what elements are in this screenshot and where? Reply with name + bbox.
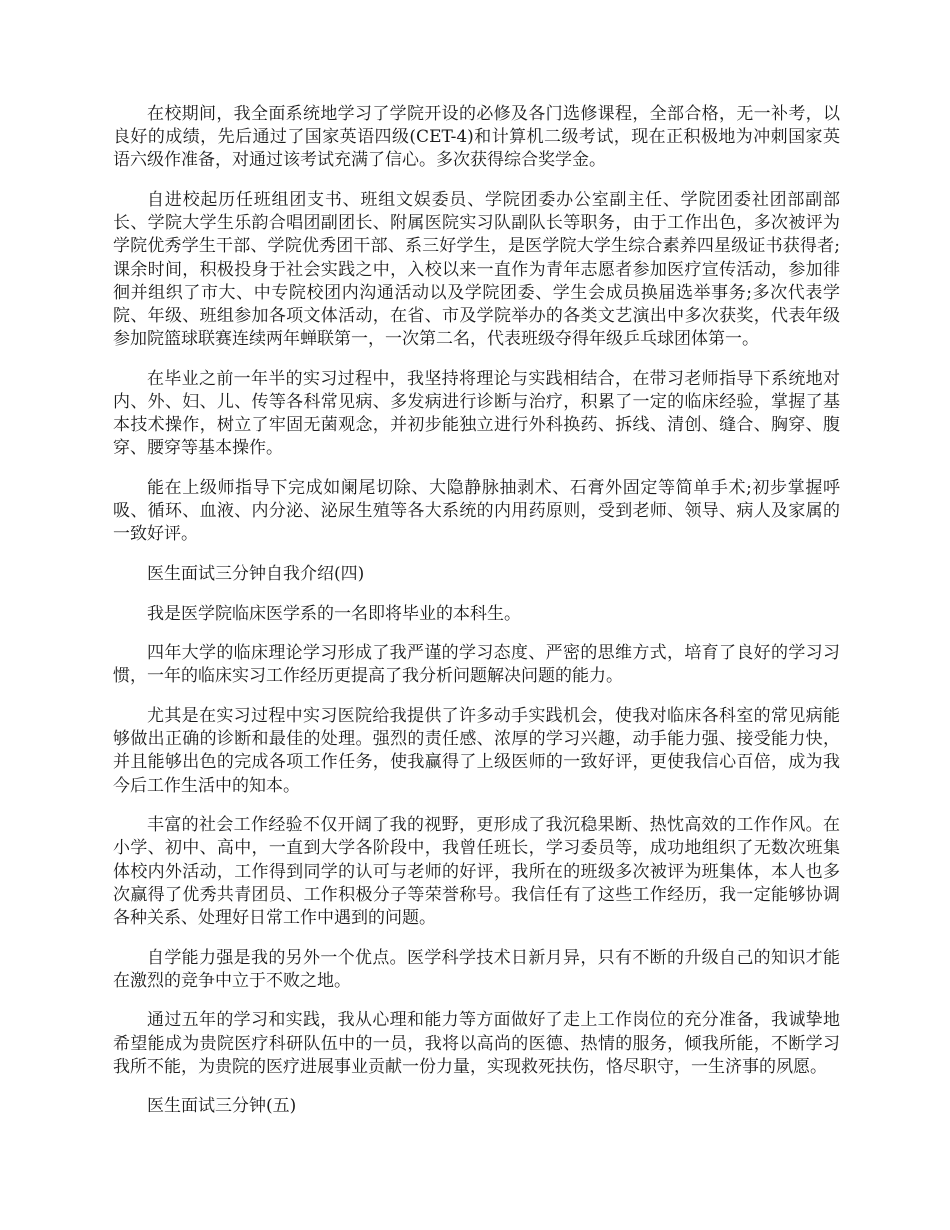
paragraph-social-work: 丰富的社会工作经验不仅开阔了我的视野，更形成了我沉稳果断、热忱高效的工作作风。在小学、初中、高中，一直到大学各阶段中，我曾任班长，学习委员等，成功地组织了无数次班集体校内外活动，工作得到同学的认可与老师的好评，我所在的班级多次被评为班集体，本人也多次赢得了优秀共青团员、工作积极分子等荣誉称号。我信任有了这些工作经历，我一定能够协调各种关系、处理好日常工作中遇到的问题。 xyxy=(113,815,840,929)
paragraph-self-learning: 自学能力强是我的另外一个优点。医学科学技术日新月异，只有不断的升级自己的知识才能在激烈的竞争中立于不败之地。 xyxy=(113,947,840,991)
section-heading-5: 医生面试三分钟(五) xyxy=(147,1096,297,1117)
paragraph-internship: 在毕业之前一年半的实习过程中，我坚持将理论与实践相结合，在带习老师指导下系统地对内、外、妇、儿、传等各科常见病、多发病进行诊断与治疗，积累了一定的临床经验，掌握了基本技术操作，树立了牢固无菌观念，并初步能独立进行外科换药、拆线、清创、缝合、胸穿、腹穿、腰穿等基本操作。 xyxy=(113,368,840,459)
paragraph-intro: 我是医学院临床医学系的一名即将毕业的本科生。 xyxy=(147,603,521,624)
section-heading-4: 医生面试三分钟自我介绍(四) xyxy=(147,564,365,585)
paragraph-positions: 自进校起历任班组团支书、班组文娱委员、学院团委办公室副主任、学院团委社团部副部长、学院大学生乐韵合唱团副团长、附属医院实习队副队长等职务，由于工作出色，多次被评为学院优秀学生干部、学院优秀团干部、系三好学生，是医学院大学生综合素养四星级证书获得者;课余时间，积极投身于社会实践之中，入校以来一直作为青年志愿者参加医疗宣传活动，参加徘徊并组织了市大、中专院校团内沟通活动以及学院团委、学生会成员换届选举事务;多次代表学院、年级、班组参加各项文体活动，在省、市及学院举办的各类文艺演出中多次获奖，代表年级参加院篮球联赛连续两年蝉联第一，一次第二名，代表班级夺得年级乒乓球团体第一。 xyxy=(113,190,840,350)
paragraph-closing: 通过五年的学习和实践，我从心理和能力等方面做好了走上工作岗位的充分准备，我诚挚地希望能成为贵院医疗科研队伍中的一员，我将以高尚的医德、热情的服务，倾我所能，不断学习我所不能，为贵院的医疗进展事业贡献一份力量，实现救死扶伤，恪尽职守，一生济事的夙愿。 xyxy=(113,1010,840,1077)
paragraph-surgery: 能在上级师指导下完成如阑尾切除、大隐静脉抽剥术、石膏外固定等简单手术;初步掌握呼吸、循环、血液、内分泌、泌尿生殖等各大系统的内用药原则，受到老师、领导、病人及家属的一致好评。 xyxy=(113,478,840,545)
paragraph-study: 在校期间，我全面系统地学习了学院开设的必修及各门选修课程，全部合格，无一补考，以良好的成绩，先后通过了国家英语四级(CET-4)和计算机二级考试，现在正积极地为冲刺国家英语六级作准备，对通过该考试充满了信心。多次获得综合奖学金。 xyxy=(113,104,840,171)
paragraph-practice: 尤其是在实习过程中实习医院给我提供了许多动手实践机会，使我对临床各科室的常见病能够做出正确的诊断和最佳的处理。强烈的责任感、浓厚的学习兴趣，动手能力强、接受能力快，并且能够出色的完成各项工作任务，使我赢得了上级医师的一致好评，更使我信心百倍，成为我今后工作生活中的知本。 xyxy=(113,706,840,796)
paragraph-theory: 四年大学的临床理论学习形成了我严谨的学习态度、严密的思维方式，培育了良好的学习习惯，一年的临床实习工作经历更提高了我分析问题解决问题的能力。 xyxy=(113,643,840,687)
document-page xyxy=(113,103,840,1135)
